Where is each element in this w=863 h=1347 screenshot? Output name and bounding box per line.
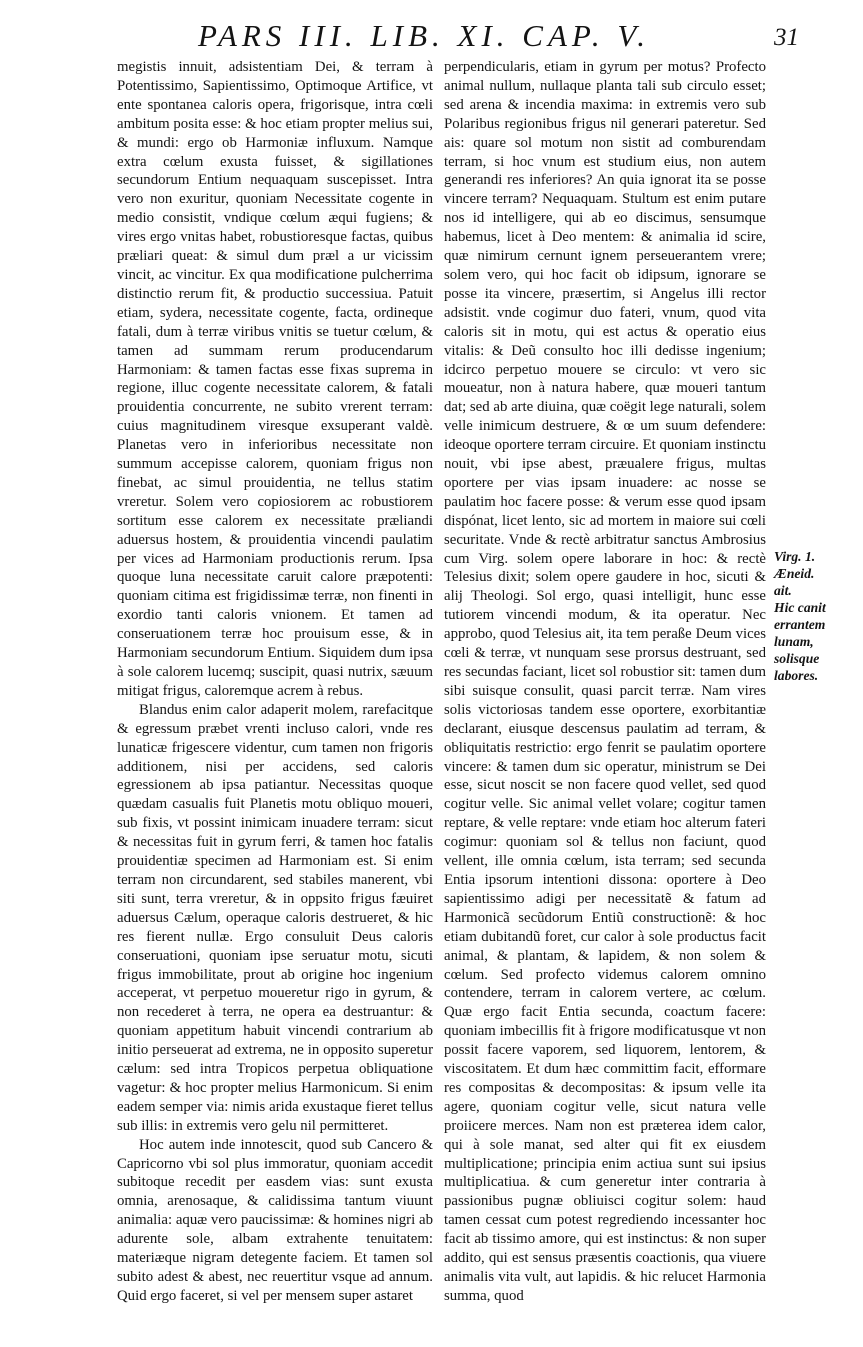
marginal-line: errantem bbox=[774, 617, 826, 632]
marginal-line: Hic canit bbox=[774, 600, 826, 615]
running-title: PARS III. LIB. XI. CAP. V. bbox=[198, 18, 651, 53]
left-text-column bbox=[117, 58, 433, 1306]
marginal-line: Virg. 1. bbox=[774, 549, 816, 564]
paragraph: megistis innuit, adsistentiam Dei, & terram à Potentissimo, Sapientissimo, Optimoque Artifice, vt ente spontanea caloris opera, frigorisque, intra cœli ambitum posita esse: & hoc etiam propter melius sui, & mundi: ergo ob Harmoniæ influxum. Namque extra cœlum exusta fuisset, & sigillationes secundorum Entium nequaquam suscepisset. Intra vero non exuritur, quoniam Necessitate cogente in medio consistit, vndique cœlum æqui fugiens; & vires ergo vnitas habet, robustioresque factas, quibus præliari queat: & simul dum præl a ur vicissim vincit, ac vincitur. Ex qua modificatione pulcherrima distinctio rerum fit, & productio successiua. Patuit etiam, sydera, necessitate cogente, facta, ordineque fatali, dum à terræ viribus vnitis se tuetur cœlum, & tamen ad summam rerum producendarum Harmoniam: & tamen factas esse fixas suprema in regione, illuc cogente necessitate calorem, & fatali prouidentia concurrente, ne subito vrerent terram: cuius magnitudinem viresque exsuperant valdè. Planetas vero in inferioribus necessitate non summum accepisse calorem, quoniam frigus non finebat, ac simul prouidentia, ne tellus statim vreretur. Solem vero copiosiorem ac robustiorem sortitum esse calorem ex necessitate præliandi aduersus hostem, & prouidentia vincendi paulatim per vices ad Harmoniam productionis rerum. Ipsa quoque luna necessitate caruit calore præpotenti: quoniam citima est frigidissimæ terræ, non finenti in exordio tanti caloris vnionem. Et tamen ad conseruationem terræ hoc prouisum esse, & in Harmoniam secundorum Entium. Siquidem dum ipsa à sole calorem lucemq; suscipit, quasi nutrix, sæuum mitigat frigus, caloremque acrem à rebus. bbox=[117, 59, 433, 699]
marginal-note bbox=[774, 548, 860, 684]
page-number: 31 bbox=[774, 24, 799, 51]
marginal-line: solisque bbox=[774, 651, 820, 666]
paragraph: Hoc autem inde innotescit, quod sub Cancero & Capricorno vbi sol plus immoratur, quoniam accedit subitoque recedit per easdem vias: sunt exusta omnia, arenosaque, & calidissima tantum viuunt animalia: aquæ vero paucissimæ: & homines nigri ab adurente sole, albam extrahente tenuitatem: materiæque nigram detegente faciem. Et tamen sol subito adest & abest, nec reuertitur vsque ad annum. Quid ergo faceret, si vel per mensem super astaret bbox=[117, 1136, 433, 1304]
right-text-column bbox=[444, 58, 766, 1306]
marginal-line: Æneid. bbox=[774, 566, 815, 581]
marginal-line: ait. bbox=[774, 583, 792, 598]
paragraph: perpendicularis, etiam in gyrum per motus? Profecto animal nullum, nullaque planta tali sub circulo esset; sed arena & incendia maxima: in extremis vero sub Polaribus regionibus frigus nil generari pateretur. Sed ais: quare sol motum non sistit ad comburendam terram, si hoc vnum est studium eius, non autem generandi res inferiores? An quia ignorat ita se posse vincere terram? Nequaquam. Stultum est enim putare nos id intelligere, qui ab eo discimus, sensumque habemus, licet à Deo mentem: & animalia id scire, quæ nimirum cernunt ignem perseuerantem vrere; solem vero, qui hoc facit ob idipsum, ignorare se posse ita vincere, præsertim, si Angelus illi rector adsistit. vnde cogimur duo fateri, vnum, quod vita caloris sit in motu, qui est actus & operatio eius vitalis: & Deũ consulto hoc illi dedisse ingenium; idcirco perpetuo mouere se circulo: vt vero sic moueatur, non à natura habere, quæ moueri tantum dat; sed ab arte diuina, quæ coëgit lege naturali, solem velle inimicum destruere, & œ um suum defendere: ideoque oportere terram circuire. Et quoniam instinctu nouit, vbi ipse abest, præualere frigus, multas oportere per vias ipsam inuadere: ac nosse se paulatim hoc facere posse: & verum esse quod ipsam dispónat, licet lento, sic ad mortem in maiore sui cœli securitate. Vnde & rectè arbitratur sanctus Ambrosius cum Virg. solem opere laborare in hoc: & rectè Telesius dixit; solem opere gaudere in hoc, sicuti & alij Theologi. Sol ergo, quasi intelligit, hunc esse tutiorem vincendi modum, & ita operatur. Nec approbo, quod Telesius ait, ita tem peraße Deum vices cœli & terræ, vt nunquam sese prorsus destruant, sed res secundas faciant, licet sol robustior sit: tamen dum sibi suisque consulit, quasi parcit terræ. Nam vires solis victoriosas tandem esse oportere, exorbitantiæ declarant, eiusque descensus paulatim ad terram, & obliquitatis restrictio: ergo fenrit se paulatim oportere vincere: & tamen dum sic operatur, ministrum se Dei esse, sicut noscit se non facere quod vellet, sed quod cogitur velle. Sic animal vellet volare; cogitur tamen reptare, & velle reptare: vnde etiam hoc alterum fateri cogimur: quoniam sol & tellus non faciunt, quod vellent, ille omnia cœlum, ista terram; sed secunda Entia ipsorum intentioni dissona: oportere à Deo sapientissimo adigi per necessitatẽ & fatum ad Harmonicã secũdorum Entiũ constructionẽ: & hoc etiam dubitandũ foret, cur calor à sole productus facit animal, & plantam, & lapidem, & non solem & cœlum. Sed profecto videmus calorem omnino contendere, terram in calorem vertere, ac cœlum. Quæ ergo facit Entia secunda, coactum facere: quoniam imbecillis fit à frigore modificatusque vt non possit facere vaporem, sed liquorem, lentorem, & viscositatem. Et dum hæc committim facit, efformare res compositas & decompositas: & ipsum velle ita agere, quoniam cogitur velle, sicut natura velle proiicere merces. Nam non est præterea idem calor, qui à sole manat, sed alter qui fit ex eiusdem multiplicatione; principia enim actiua sunt sui ipsius multiplicatiua. & cum generetur inter contraria à passionibus pugnæ obliuisci cogitur solem: haud tamen cessat cum potest regrediendo incessanter hoc facit ab tissimo amore, qui est instinctus: & non super addito, qui est sensus præsentis coactionis, qua viuere animalis vita vult, aut lapidis. & hic relucet Harmonia summa, quod bbox=[444, 59, 766, 1304]
marginal-line: lunam, bbox=[774, 634, 814, 649]
marginal-line: labores. bbox=[774, 668, 819, 683]
paragraph: Blandus enim calor adaperit molem, rarefacitque & egressum præbet vrenti incluso calori, vnde res lunaticæ frigescere videntur, cum tamen non frigoris additionem, nisi per accidens, sed caloris egressionem ab ipsa patiantur. Necessitas quoque quædam casualis fuit Planetis motu obliquo moueri, sub fixis, vt possint inimicam inuadere terram: sicut & necessitas fuit in gyrum ferri, & tamen hoc fatalis prouidentiæ specimen ad Harmoniam est. Si enim terram non circundarent, sed stabiles manerent, vbi siti sunt, terra vreretur, & in oppsito frigus fæuiret aduersus Cælum, operaque caloris destrueret, & hic res fierent nullæ. Ergo consuluit Deus caloris conseruationi, quoniam ipse seruatur motu, sicuti frigus immobilitate, prout ab origine hoc ingenium acceperat, vt perpetuo moueretur rigo in gyrum, & non recederet à terra, ne opera ea destruantur: & quoniam appetitum habuit vincendi contrarium ab initio perseuerat ad extrema, ne in opposito superetur cælum: sed intra Tropicos perpetua obliquatione vagetur: & hoc propter melius Harmonicum. Si enim eadem semper via: nimis arida exustaque fieret tellus sub illis: in extremis vero gelu nil permitteret. bbox=[117, 701, 433, 1134]
